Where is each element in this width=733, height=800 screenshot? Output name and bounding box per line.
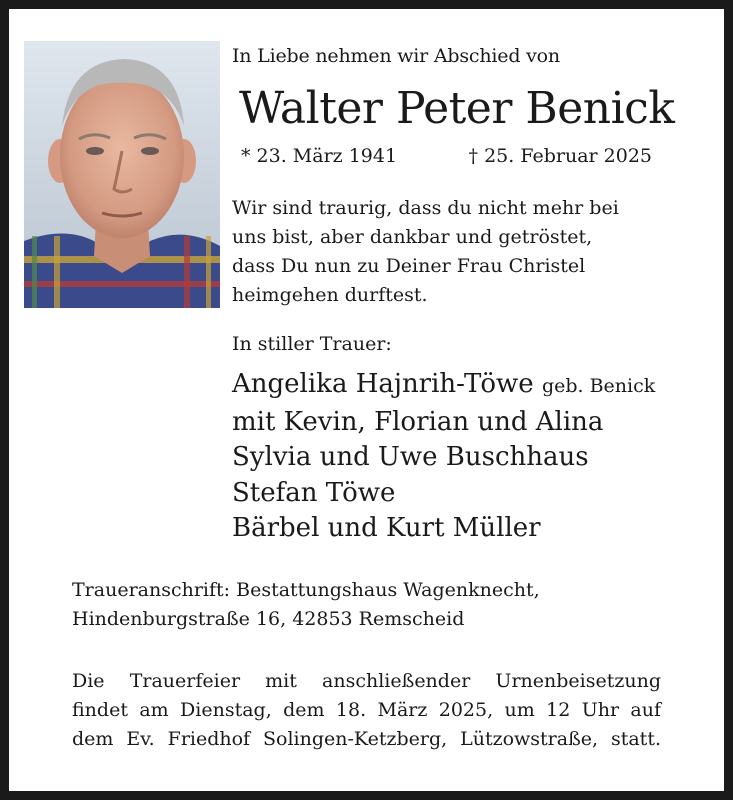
mourning-label: In stiller Trauer: xyxy=(232,333,392,355)
address-line: Traueranschrift: Bestattungshaus Wagenknecht, xyxy=(72,579,540,601)
ceremony-line: findet am Dienstag, dem 18. März 2025, um 12 Uhr auf xyxy=(72,699,661,721)
mourner-line: Bärbel und Kurt Müller xyxy=(232,513,541,543)
mourning-address xyxy=(72,576,540,634)
mourner-name: Angelika Hajnrih-Töwe xyxy=(232,369,534,399)
death-date: † 25. Februar 2025 xyxy=(468,145,652,167)
verse-line: heimgehen durftest. xyxy=(232,284,428,306)
mourner-line: mit Kevin, Florian und Alina xyxy=(232,406,604,437)
memorial-verse xyxy=(232,194,660,310)
mourner-line: Stefan Töwe xyxy=(232,477,396,508)
ceremony-line: dem Ev. Friedhof Solingen-Ketzberg, Lützowstraße, statt. xyxy=(72,728,661,750)
verse-line: uns bist, aber dankbar und getröstet, xyxy=(232,226,593,248)
intro-text: In Liebe nehmen wir Abschied von xyxy=(232,45,560,67)
ceremony-line: Die Trauerfeier mit anschließender Urnenbeisetzung xyxy=(72,670,661,692)
mourner-line xyxy=(232,367,655,405)
ceremony-details xyxy=(72,667,661,754)
address-line: Hindenburgstraße 16, 42853 Remscheid xyxy=(72,608,465,630)
maiden-name-note: geb. Benick xyxy=(541,375,656,397)
portrait-photo xyxy=(24,41,220,308)
birth-date: * 23. März 1941 xyxy=(241,145,398,167)
verse-line: dass Du nun zu Deiner Frau Christel xyxy=(232,255,586,277)
mourner-line: Sylvia und Uwe Buschhaus xyxy=(232,442,589,472)
deceased-name: Walter Peter Benick xyxy=(239,83,675,134)
mourners-list xyxy=(232,367,655,547)
verse-line: Wir sind traurig, dass du nicht mehr bei xyxy=(232,197,619,219)
